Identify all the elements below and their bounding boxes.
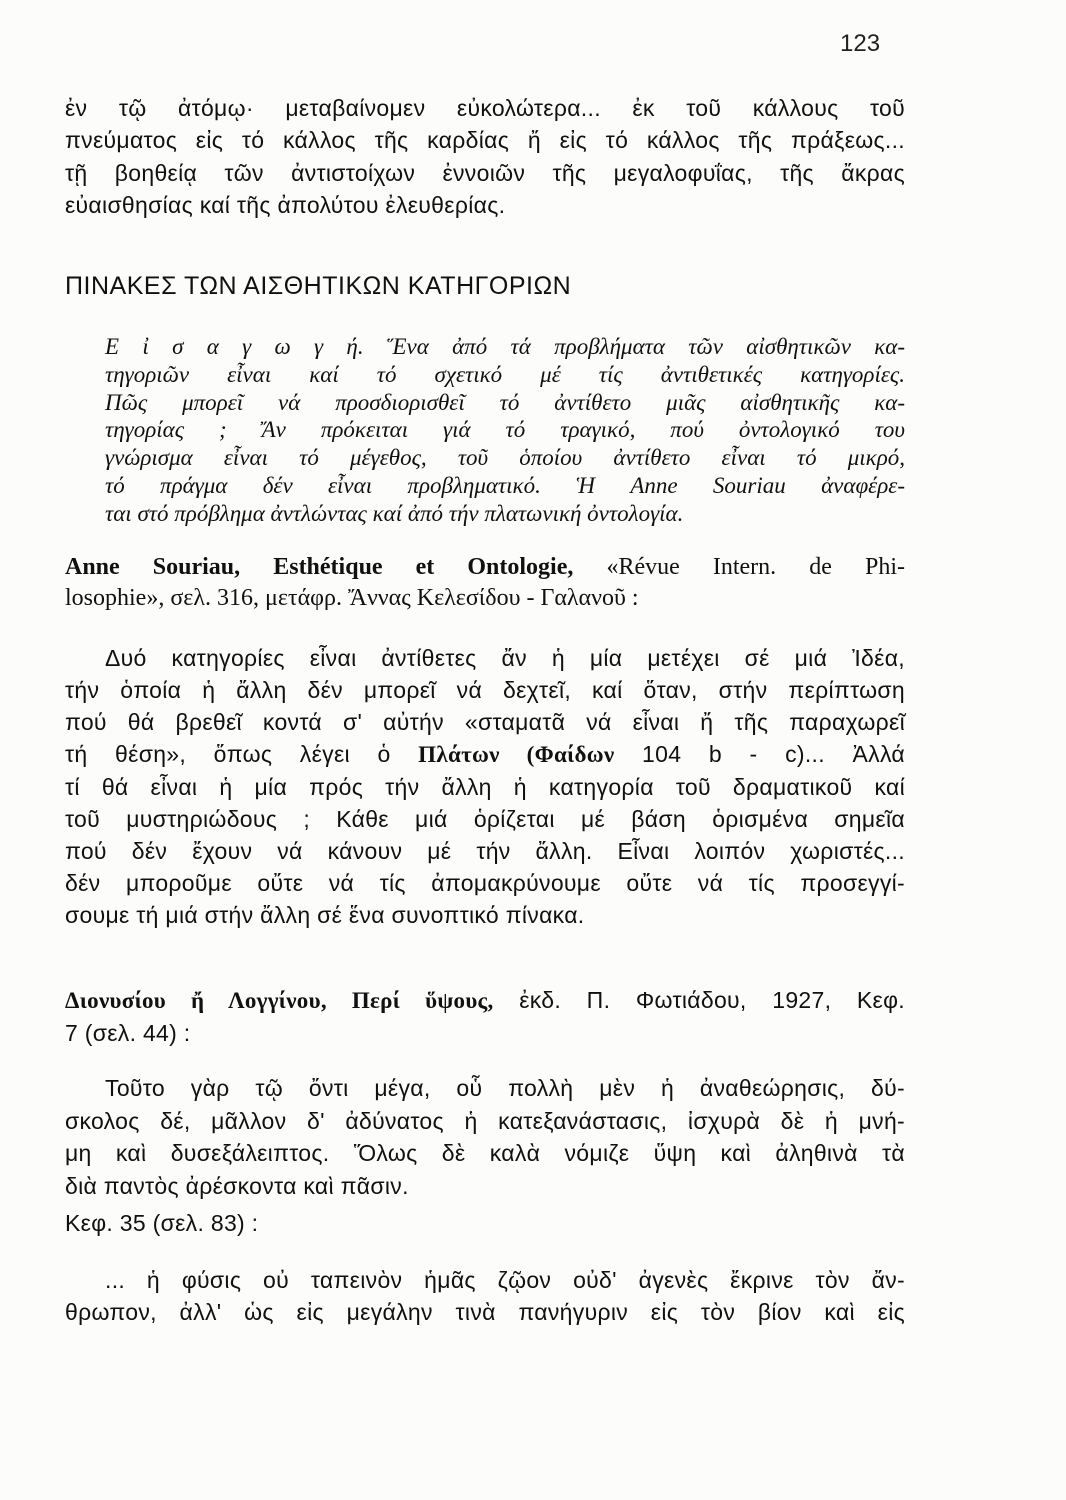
- text-segment: «Révue Intern. de Phi-: [573, 554, 905, 580]
- text-segment: τῇ βοηθείᾳ τῶν ἀντιστοίχων ἐννοιῶν τῆς μεγαλοφυΐας, τῆς ἄκρας: [65, 159, 905, 186]
- text-line: [105, 472, 905, 500]
- paragraph-intro-continuation: [65, 92, 905, 221]
- text-line: [65, 1296, 905, 1328]
- text-line: [105, 333, 905, 361]
- text-line: [65, 1170, 905, 1203]
- text-segment: πνεύματος εἰς τό κάλλος τῆς καρδίας ἤ εἰς τό κάλλος τῆς πράξεως...: [65, 127, 905, 154]
- text-segment: ἐν τῷ ἀτόμῳ· μεταβαίνομεν εὐκολώτερα... ἐκ τοῦ κάλλους τοῦ: [65, 95, 905, 121]
- text-line: [65, 867, 905, 899]
- text-segment: γνώρισμα εἶναι τό μέγεθος, τοῦ ὁποίου ἀντίθετο εἶναι τό μικρό,: [105, 445, 905, 471]
- text-line: [65, 157, 905, 189]
- quote-souriau: [65, 642, 905, 931]
- reference-souriau: [65, 552, 905, 614]
- text-line: [65, 803, 905, 835]
- text-segment: μη καὶ δυσεξάλειπτος. Ὅλως δὲ καλὰ νόμιζε ὕψη καὶ ἀληθινὰ τὰ: [65, 1140, 905, 1167]
- text-segment: σουμε τή μιά στήν ἄλλη σέ ἕνα συνοπτικό πίνακα.: [65, 902, 585, 928]
- text-segment: τηγοριῶν εἶναι καί τό σχετικό μέ τίς ἀντιθετικές κατηγορίες.: [105, 361, 905, 387]
- text-segment: losophie», σελ. 316, μετάφρ. Ἄννας Κελεσίδου - Γαλανοῦ :: [65, 585, 639, 611]
- quote-longinus-ch7: [65, 1072, 905, 1203]
- text-line: [65, 1137, 905, 1170]
- text-segment: τοῦ μυστηριώδους ; Κάθε μιά ὁρίζεται μέ βάση ὁρισμένα σημεῖα: [65, 806, 905, 832]
- reference-chapter-35: [65, 1207, 905, 1239]
- text-segment: τί θά εἶναι ἡ μία πρός τήν ἄλλη ἡ κατηγορία τοῦ δραματικοῦ καί: [65, 774, 905, 800]
- text-segment: ἐκδ. Π. Φωτιάδου, 1927, Κεφ.: [493, 987, 905, 1013]
- bold-citation: Διονυσίου ἤ Λογγίνου, Περί ὕψους,: [65, 988, 494, 1013]
- text-segment: ... ἡ φύσις οὐ ταπεινὸν ἡμᾶς ζῷον οὐδ' ἀγενὲς ἔκρινε τὸν ἄν-: [105, 1267, 905, 1293]
- introduction-paragraph: [105, 333, 905, 528]
- page-number: 123: [840, 30, 881, 57]
- text-line: [65, 1207, 905, 1239]
- quote-longinus-ch35: [65, 1264, 905, 1329]
- text-line: [105, 389, 905, 417]
- text-segment: Ε ἰ σ α γ ω γ ή. Ἕνα ἀπό τά προβλήματα τῶν αἰσθητικῶν κα-: [105, 334, 905, 359]
- text-segment: σκολος δέ, μᾶλλον δ' ἀδύνατος ἡ κατεξανάστασις, ἰσχυρὰ δὲ ἡ μνή-: [65, 1107, 905, 1134]
- text-segment: διὰ παντὸς ἀρέσκοντα καὶ πᾶσιν.: [65, 1173, 409, 1200]
- section-heading: ΠΙΝΑΚΕΣ ΤΩΝ ΑΙΣΘΗΤΙΚΩΝ ΚΑΤΗΓΟΡΙΩΝ: [65, 272, 572, 300]
- text-line: [65, 771, 905, 803]
- text-segment: εὐαισθησίας καί τῆς ἀπολύτου ἐλευθερίας.: [65, 191, 506, 218]
- text-line: [65, 835, 905, 867]
- text-segment: τή θέση», ὅπως λέγει ὁ: [65, 741, 419, 767]
- text-line: [65, 1072, 905, 1105]
- text-line: [65, 124, 905, 156]
- text-segment: 104 b - c)... Ἀλλά: [614, 741, 905, 767]
- text-segment: ται στό πρόβλημα ἀντλώντας καί ἀπό τήν πλατωνική ὀντολογία.: [105, 500, 684, 526]
- text-line: [105, 500, 905, 528]
- text-line: [65, 1264, 905, 1296]
- text-segment: πού θά βρεθεῖ κοντά σ' αὐτήν «σταματᾶ νά εἶναι ἤ τῆς παραχωρεῖ: [65, 709, 905, 735]
- text-segment: πού δέν ἔχουν νά κάνουν μέ τήν ἄλλη. Εἶναι λοιπόν χωριστές...: [65, 838, 905, 864]
- text-line: [65, 1105, 905, 1138]
- text-segment: Πῶς μπορεῖ νά προσδιορισθεῖ τό ἀντίθετο μιᾶς αἰσθητικῆς κα-: [105, 389, 905, 415]
- text-line: [65, 1017, 905, 1049]
- text-line: [65, 189, 905, 221]
- bold-citation: Anne Souriau, Esthétique et Ontologie,: [65, 554, 574, 580]
- text-line: [105, 416, 905, 444]
- text-segment: δέν μποροῦμε οὔτε νά τίς ἀπομακρύνουμε οὔτε νά τίς προσεγγί-: [65, 870, 905, 896]
- text-segment: 7 (σελ. 44) :: [65, 1020, 191, 1047]
- text-line: [65, 642, 905, 674]
- text-line: [65, 738, 905, 771]
- reference-longinus: [65, 984, 905, 1050]
- bold-citation: Πλάτων (Φαίδων: [418, 742, 615, 767]
- text-segment: τό πράγμα δέν εἶναι προβληματικό. Ἡ Anne Souriau ἀναφέρε-: [105, 472, 905, 498]
- text-line: [65, 552, 905, 583]
- text-segment: τήν ὁποία ἡ ἄλλη δέν μπορεῖ νά δεχτεῖ, καί ὅταν, στήν περίπτωση: [65, 677, 905, 703]
- text-line: [105, 444, 905, 472]
- text-line: [65, 674, 905, 706]
- text-line: [65, 583, 905, 614]
- text-segment: Τοῦτο γὰρ τῷ ὄντι μέγα, οὗ πολλὴ μὲν ἡ ἀναθεώρησις, δύ-: [105, 1075, 905, 1101]
- text-segment: Δυό κατηγορίες εἶναι ἀντίθετες ἄν ἡ μία μετέχει σέ μιά Ἰδέα,: [105, 645, 905, 671]
- text-segment: Κεφ. 35 (σελ. 83) :: [65, 1210, 259, 1236]
- text-line: [65, 706, 905, 738]
- text-line: [65, 899, 905, 931]
- text-segment: θρωπον, ἀλλ' ὡς εἰς μεγάλην τινὰ πανήγυριν εἰς τὸν βίον καὶ εἰς: [65, 1299, 905, 1326]
- text-line: [65, 92, 905, 124]
- text-segment: τηγορίας ; Ἄν πρόκειται γιά τό τραγικό, πού ὀντολογικό του: [105, 417, 905, 443]
- text-line: [105, 361, 905, 389]
- text-line: [65, 984, 905, 1017]
